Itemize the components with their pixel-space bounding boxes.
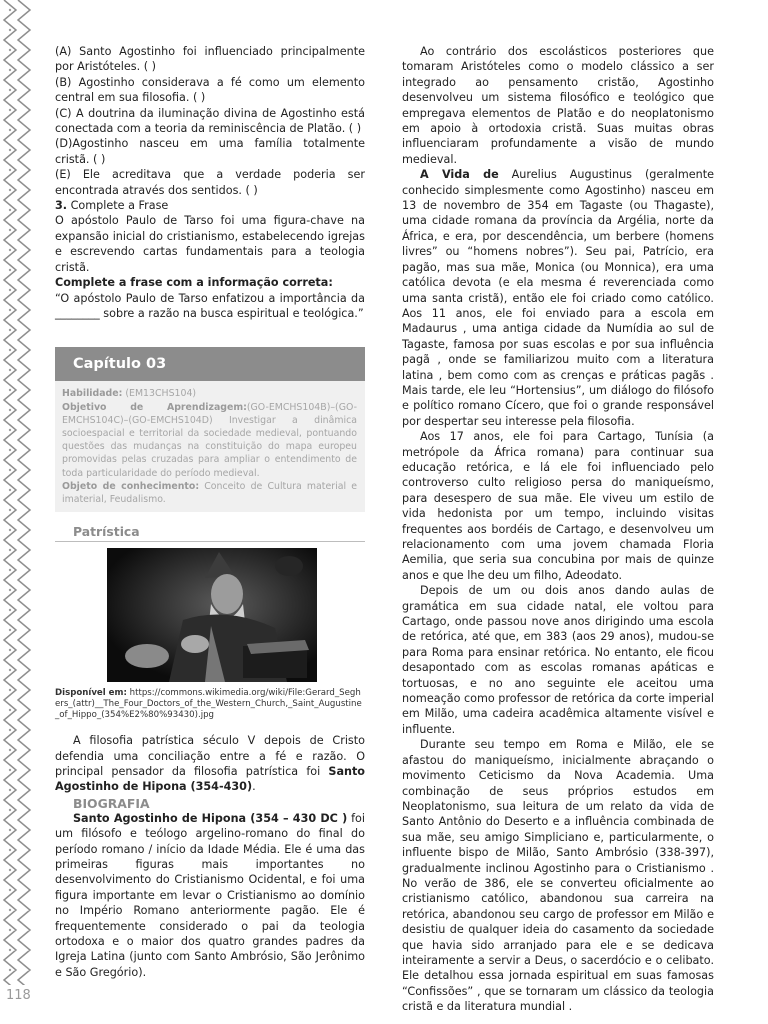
section-title: Patrística xyxy=(55,524,365,542)
left-column xyxy=(55,44,365,980)
painting-saint-augustine xyxy=(107,548,317,682)
objeto-value: Conceito de Cultura material e imaterial, Feudalismo. xyxy=(62,480,357,505)
habilidade xyxy=(62,387,357,400)
caption-label: Disponível em: xyxy=(55,688,127,699)
objetivo-label: Objetivo de Aprendizagem: xyxy=(62,401,247,413)
biography-body: foi um filósofo e teólogo argelino-romano do final do período romano / início da Idade Média. Ele é uma das primeiras figuras mais importantes no desenvolvimento do Cristianismo Ocidental, e foi uma figura importante em levar o Cristianismo ao domínio no Império Romano anteriormente pagão. Ele é frequentemente considerado o pai da teologia ortodoxa e o maior dos quatro grandes padres da Igreja Latina (junto com Santo Ambrósio, São Jerônimo e São Gregório). xyxy=(55,811,365,979)
question-3-instruction: Complete a frase com a informação correta: xyxy=(55,276,333,290)
patristica-intro-end: . xyxy=(252,780,256,794)
question-option-a: (A) Santo Agostinho foi influenciado principalmente por Aristóteles. ( ) xyxy=(55,45,365,74)
question-option-e: (E) Ele acreditava que a verdade poderia ser encontrada através dos sentidos. ( ) xyxy=(55,168,365,197)
right-paragraph-5: Durante seu tempo em Roma e Milão, ele se afastou do maniqueísmo, inicialmente abraçando o movimento Ceticismo da Nova Academia. Uma combinação de seus próprios estudos em Neoplatonismo, sua leitura de um relato da vida de Santo Antônio do Deserto e a influência combinada de sua mãe, seu amigo Simpliciano e, particularmente, o influente bispo de Milão, Santo Ambrósio (338-397), gradualmente inclinou Agostinho para o Cristianismo . No verão de 386, ele se converteu oficialmente ao cristianismo católico, abandonou sua carreira na retórica, abandonou seu cargo de professor em Milão e desistiu de qualquer ideia do casamento da sociedade que havia sido arranjado para ele e se dedicava inteiramente a servir a Deus, o sacerdócio e o celibato. Ele detalhou essa jornada espiritual em suas famosas “Confissões” , que se tornaram um clássico da teologia cristã e da literatura mundial . xyxy=(402,738,714,1014)
objeto-label: Objeto de conhecimento: xyxy=(62,480,200,492)
patristica-intro xyxy=(55,733,365,795)
question-3-sentence: “O apóstolo Paulo de Tarso enfatizou a importância da ________ sobre a razão na busca espiritual e teológica.” xyxy=(55,291,365,320)
objetivo xyxy=(62,401,357,480)
patristica-intro-bold: Santo Agostinho de Hipona (354-430) xyxy=(55,764,365,794)
right-paragraph-2-bold: A Vida de xyxy=(420,168,499,182)
patristica-intro-text: A filosofia patrística século V depois de Cristo defendia uma conciliação entre a fé e razão. O principal pensador da filosofia patrística foi xyxy=(55,734,365,778)
habilidade-value: (EM13CHS104) xyxy=(122,388,197,400)
biography-heading: BIOGRAFIA xyxy=(73,795,150,811)
habilidade-label: Habilidade: xyxy=(62,388,123,400)
right-column xyxy=(402,44,714,1015)
image-caption xyxy=(55,688,365,721)
right-paragraph-4: Depois de um ou dois anos dando aulas de gramática em sua cidade natal, ele voltou para Cartago, onde passou nove anos dirigindo uma escola de retórica, até que, em 383 (aos 29 anos), mudou-se para Roma para ensinar retórica. No entanto, ele ficou desapontado com as escolas romanas apáticas e tortuosas, e no ano seguinte ele aceitou uma nomeação como professor de retórica da corte imperial em Milão, uma cadeira acadêmica altamente visível e influente. xyxy=(402,584,714,736)
objetivo-value: (GO-EMCHS104B)–(GO-EMCHS104C)–(GO-EMCHS104D) Investigar a dinâmica socioespacial e territorial da sociedade medieval, pontuando questões das mudanças na constituição do mapa europeu promovidas pelas cruzadas para ampliar o entendimento de toda particularidade do período medieval. xyxy=(62,401,357,479)
question-option-c: (C) A doutrina da iluminação divina de Agostinho está conectada com a teoria da reminiscência de Platão. ( ) xyxy=(55,106,365,136)
objeto xyxy=(62,480,357,506)
caption-url: https://commons.wikimedia.org/wiki/File:Gerard_Seghers_(attr)__The_Four_Doctors_of_the_Western_Church,_Saint_Augustine_of_Hippo_(354%E2%80%93430).jpg xyxy=(55,688,362,721)
chapter-header xyxy=(55,347,365,381)
right-paragraph-1: Ao contrário dos escolásticos posteriores que tomaram Aristóteles como o modelo clássico a ser integrado ao pensamento cristão, Agostinho desenvolveu um sistema filosófico e teológico que empregava elementos de Platão e do neoplatonismo em apoio à ortodoxia cristã. Suas muitas obras influenciaram profundamente a visão de mundo medieval. xyxy=(402,45,714,166)
question-3-number: 3. xyxy=(55,199,68,213)
question-option-b: (B) Agostinho considerava a fé como um elemento central em sua filosofia. ( ) xyxy=(55,75,365,105)
right-paragraph-3: Aos 17 anos, ele foi para Cartago, Tunísia (a metrópole da África romana) para continuar sua educação retórica, e lá ele foi influenciado pelo controverso culto religioso persa do maniqueísmo, para desespero de sua mãe. Ele viveu um estilo de vida hedonista por um tempo, incluindo visitas frequentes aos bordéis de Cartago, e desenvolveu um relacionamento com uma jovem chamada Floria Aemilia, que seria sua concubina por mais de quinze anos e que lhe deu um filho, Adeodato. xyxy=(402,430,714,582)
decorative-border xyxy=(0,0,34,985)
right-paragraph-2 xyxy=(402,167,714,429)
chapter-body xyxy=(55,381,365,512)
question-3-text: O apóstolo Paulo de Tarso foi uma figura-chave na expansão inicial do cristianismo, estabelecendo igrejas e escrevendo cartas fundamentais para a teologia cristã. xyxy=(55,214,365,274)
question-option-d: (D)Agostinho nasceu em uma família totalmente cristã. ( ) xyxy=(55,137,365,166)
chapter-title: Capítulo 03 xyxy=(73,356,167,373)
right-paragraph-2-text: Aurelius Augustinus (geralmente conhecido simplesmente como Agostinho) nasceu em 13 de novembro de 354 em Tagaste (ou Thagaste), uma cidade romana da província da Argélia, norte da África, e era, por descendência, um berbere (homens livres” ou “homens nobres”). Seu pai, Patrício, era pagão, mas sua mãe, Monica (ou Monnica), era uma católica devota (e ela mesma é reverenciada como uma santa cristã), então ele foi criado como católico. Aos 11 anos, ele foi enviado para a escola em Madaurus , uma antiga cidade da Numídia ao sul de Tagaste, famosa por suas escolas e por sua influência pagã , onde se familiarizou muito com a literatura latina , bem como com as crenças e práticas pagãs . Mais tarde, ele leu “Hortensius”, um diálogo do filósofo e político romano Cícero, que foi o grande responsável por despertar seu interesse pela filosofia. xyxy=(402,168,715,428)
biography-bold: Santo Agostinho de Hipona (354 – 430 DC ) xyxy=(73,811,348,825)
biography-text xyxy=(55,811,365,980)
page-number: 118 xyxy=(6,988,31,1003)
question-3-title: Complete a Frase xyxy=(67,199,169,213)
question-3-heading xyxy=(55,198,365,213)
chapter-box xyxy=(55,347,365,512)
